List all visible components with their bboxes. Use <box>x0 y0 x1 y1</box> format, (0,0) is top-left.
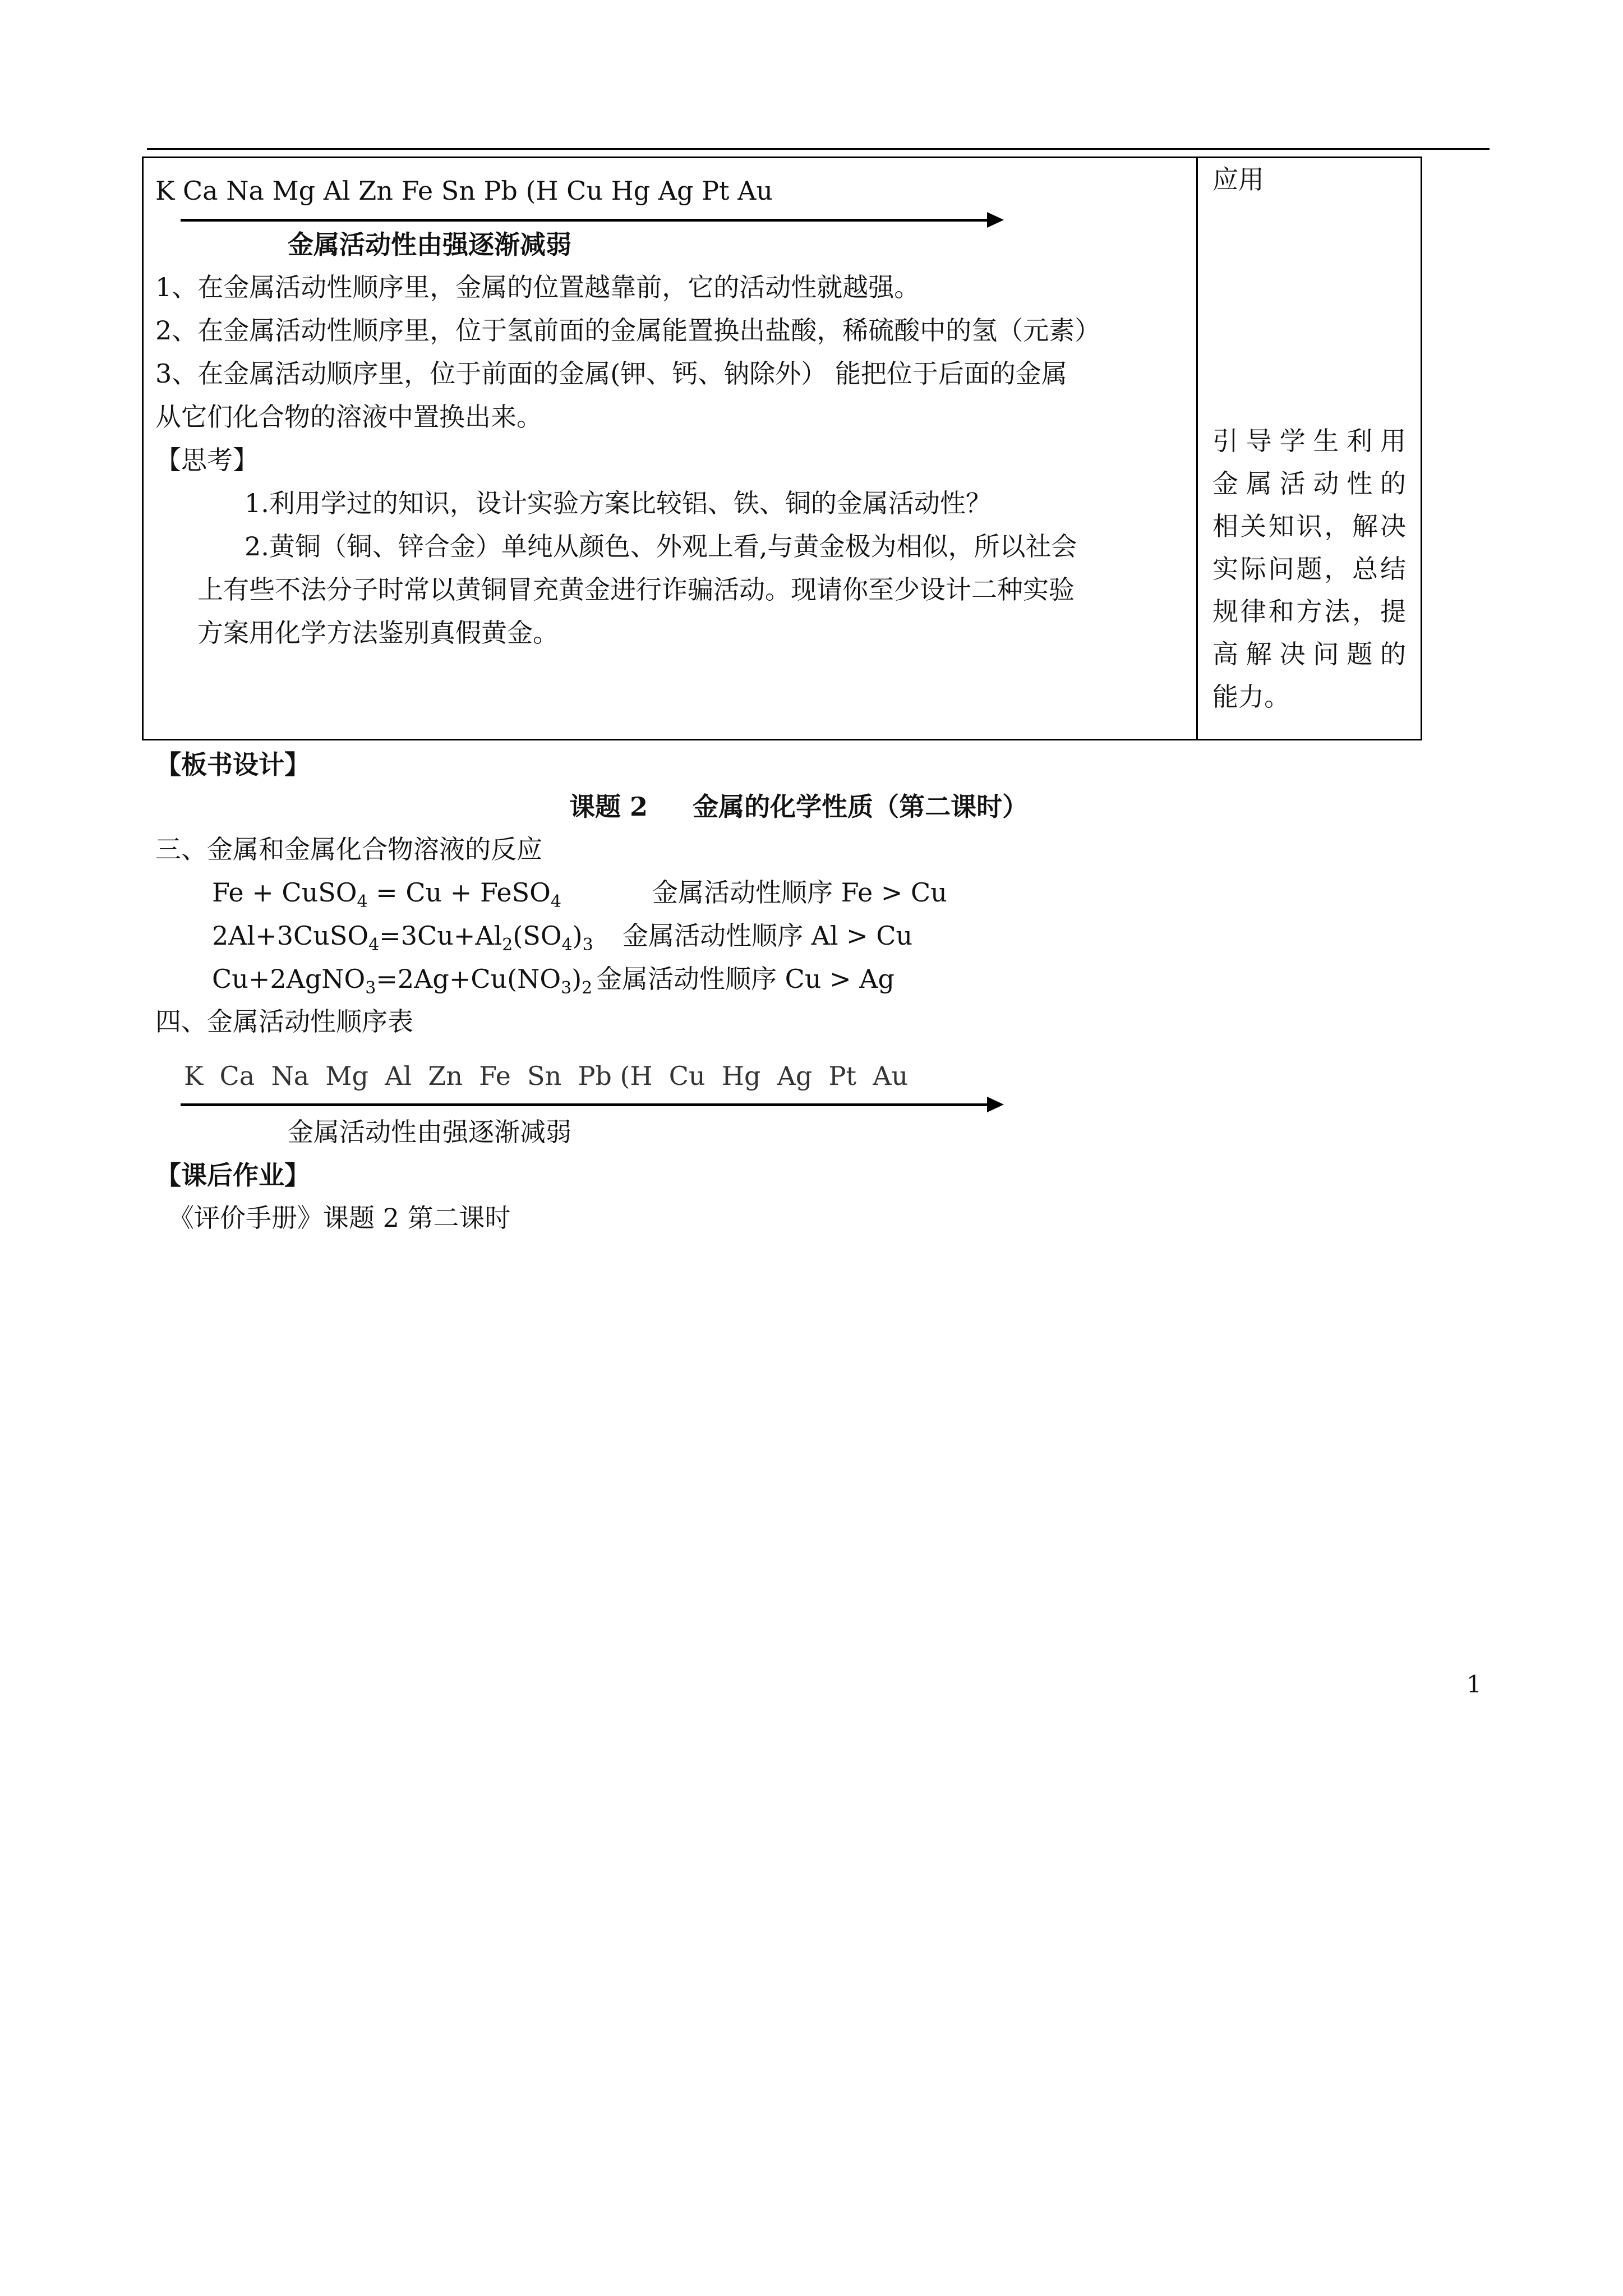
header-rule <box>147 148 1490 150</box>
table-column-divider <box>1196 157 1198 740</box>
board-activity-series-caption: 金属活动性由强逐渐减弱 <box>288 1117 571 1147</box>
equation-1: Fe + CuSO$_4$ = Cu + FeSO$_4$ <box>212 877 561 912</box>
equation-3: $Cu+2AgNO_3=2Ag+Cu(NO_3)_2$ <box>212 964 593 998</box>
equation-3-note: 金属活动性顺序 Cu > Ag <box>596 964 895 994</box>
section-3-heading: 三、金属和金属化合物溶液的反应 <box>155 834 542 864</box>
rule-3-line-1: 3、在金属活动顺序里，位于前面的金属(钾、钙、钠除外） 能把位于后面的金属 <box>155 358 1067 389</box>
board-activity-series-text: K Ca Na Mg Al Zn Fe Sn Pb (H Cu Hg Ag Pt Au <box>184 1061 909 1091</box>
teaching-note-line: 引导学生利用 <box>1212 426 1406 456</box>
page-number: 1 <box>1467 1671 1482 1698</box>
board-design-heading: 【板书设计】 <box>155 749 310 780</box>
teaching-note-line: 金属活动性的 <box>1212 468 1406 499</box>
question-2-line-3: 方案用化学方法鉴别真假黄金。 <box>197 618 559 648</box>
question-2-line-1: 2.黄铜（铜、锌合金）单纯从颜色、外观上看,与黄金极为相似，所以社会 <box>245 531 1077 562</box>
lesson-title: 课题 2 金属的化学性质（第二课时） <box>569 792 1029 822</box>
section-4-heading: 四、金属活动性顺序表 <box>155 1006 413 1037</box>
application-label: 应用 <box>1212 164 1264 195</box>
question-2-line-2: 上有些不法分子时常以黄铜冒充黄金进行诈骗活动。现请你至少设计二种实验 <box>197 574 1075 605</box>
teaching-note-line: 高解决问题的 <box>1212 639 1406 669</box>
teaching-note-line: 实际问题，总结 <box>1212 554 1406 584</box>
rule-2: 2、在金属活动性顺序里，位于氢前面的金属能置换出盐酸，稀硫酸中的氢（元素） <box>155 315 1101 346</box>
homework-content: 《评价手册》课题 2 第二课时 <box>168 1203 511 1233</box>
teaching-note-line: 规律和方法，提 <box>1212 596 1406 627</box>
question-1: 1.利用学过的知识，设计实验方案比较铝、铁、铜的金属活动性？ <box>245 488 992 518</box>
equation-2-note: 金属活动性顺序 Al > Cu <box>623 921 913 951</box>
think-heading: 【思考】 <box>155 445 259 475</box>
homework-heading: 【课后作业】 <box>155 1160 310 1190</box>
rule-1: 1、在金属活动性顺序里，金属的位置越靠前，它的活动性就越强。 <box>155 272 920 302</box>
equation-1-note: 金属活动性顺序 Fe > Cu <box>652 877 947 908</box>
rule-3-line-2: 从它们化合物的溶液中置换出来。 <box>155 402 542 432</box>
activity-series-arrow <box>181 219 988 222</box>
teaching-note-line: 能力。 <box>1212 682 1290 712</box>
teaching-note <box>1212 420 1406 718</box>
teaching-note-line: 相关知识，解决 <box>1212 511 1406 541</box>
activity-series-text: K Ca Na Mg Al Zn Fe Sn Pb (H Cu Hg Ag Pt Au <box>155 176 773 206</box>
equation-2: $2Al+3CuSO_4=3Cu+Al_2(SO_4)_3$ <box>212 921 593 955</box>
activity-series-caption: 金属活动性由强逐渐减弱 <box>288 229 571 260</box>
board-activity-series-arrow <box>181 1103 988 1106</box>
